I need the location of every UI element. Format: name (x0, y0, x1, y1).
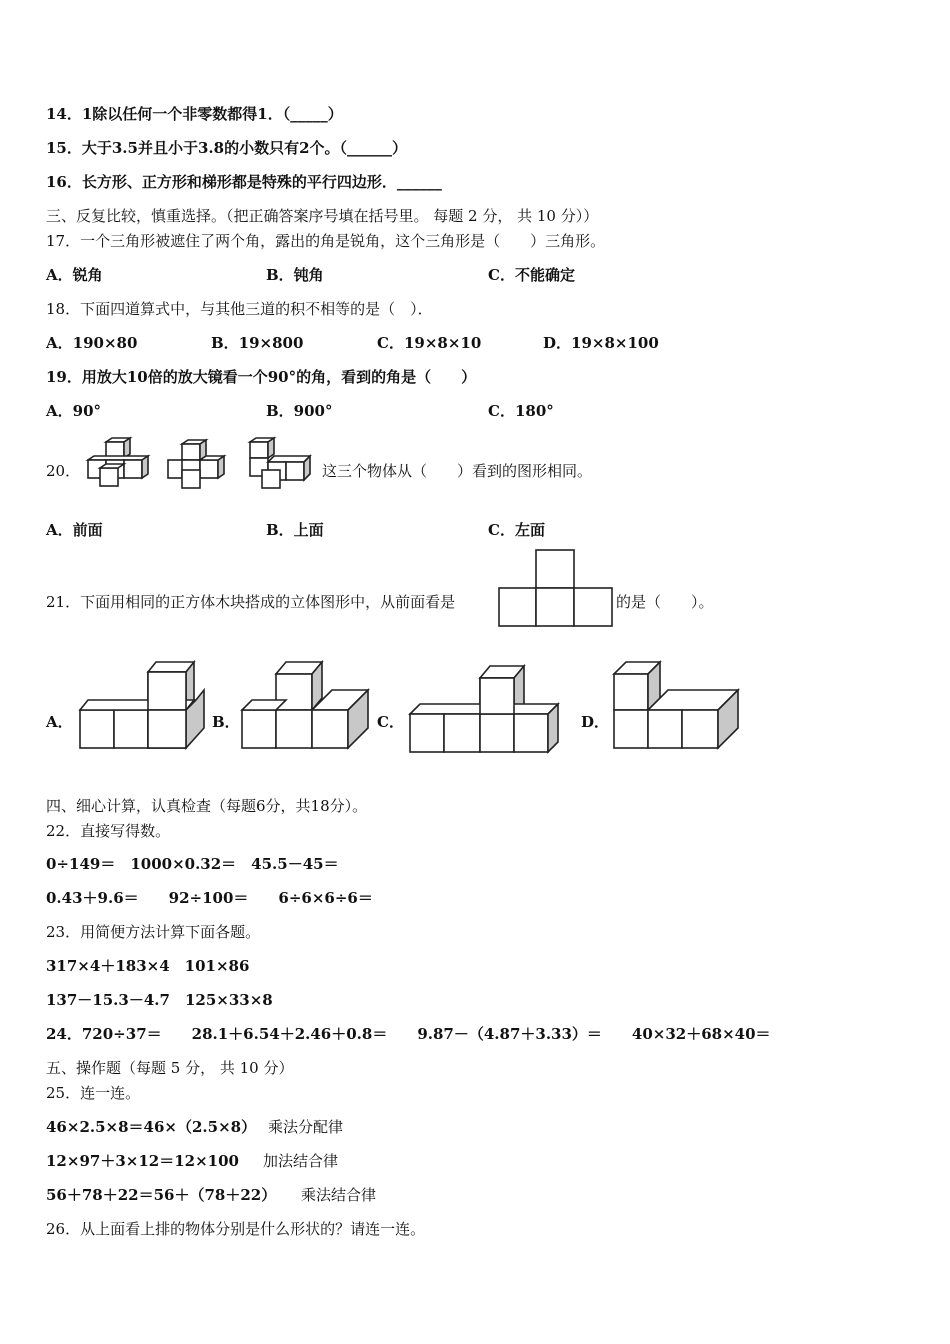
section-3-heading: 三、反复比较，慎重选择。（把正确答案序号填在括号里。 每题 2 分， 共 10 分）） (46, 207, 599, 225)
question-21-tail: 的是（ ）。 (616, 593, 714, 611)
q17-option-b: B．钝角 (266, 266, 324, 284)
q21-option-c: C． (377, 713, 404, 731)
question-14: 14．1除以任何一个非零数都得1．（_____） (46, 105, 343, 123)
q22-row-1: 0÷149＝ 1000×0.32＝ 45.5－45＝ (46, 855, 339, 873)
q20-cube-figures (84, 436, 320, 492)
q21-option-b: B． (212, 713, 240, 731)
q25-right-2: 加法结合律 (263, 1152, 339, 1170)
question-17-stem: 17．一个三角形被遮住了两个角，露出的角是锐角，这个三角形是（ ）三角形。 (46, 232, 606, 250)
q21-option-b-figure (238, 660, 374, 752)
question-19-stem: 19．用放大10倍的放大镜看一个90°的角，看到的角是（ ） (46, 368, 477, 386)
q25-right-3: 乘法结合律 (301, 1186, 377, 1204)
question-24: 24．720÷37＝ 28.1＋6.54＋2.46＋0.8＝ 9.87－（4.87＋3.33）＝ 40×32＋68×40＝ (46, 1025, 771, 1043)
q21-option-a-figure (76, 660, 208, 752)
question-26: 26．从上面看上排的物体分别是什么形状的？请连一连。 (46, 1220, 426, 1238)
q17-option-c: C．不能确定 (488, 266, 575, 284)
q25-right-1: 乘法分配律 (268, 1118, 344, 1136)
question-18-stem: 18．下面四道算式中，与其他三道的积不相等的是（ ）． (46, 300, 433, 318)
q17-option-a: A．锐角 (46, 266, 103, 284)
q25-left-1: 46×2.5×8＝46×（2.5×8） (46, 1118, 257, 1136)
question-15: 15．大于3.5并且小于3.8的小数只有2个。（______） (46, 139, 408, 157)
q21-option-c-figure (406, 664, 566, 756)
question-25-stem: 25．连一连。 (46, 1084, 141, 1102)
section-4-heading: 四、细心计算，认真检查（每题6分，共18分）。 (46, 797, 368, 815)
question-21-stem: 21．下面用相同的正方体木块搭成的立体图形中，从前面看是 (46, 593, 456, 611)
q25-left-2: 12×97＋3×12＝12×100 (46, 1152, 239, 1170)
q23-row-1: 317×4＋183×4 101×86 (46, 957, 250, 975)
q20-option-a: A．前面 (46, 521, 103, 539)
q20-figure-2 (168, 440, 224, 488)
q20-figure-1 (88, 438, 148, 486)
question-20-number: 20． (46, 462, 81, 480)
q21-front-view-figure (498, 548, 616, 630)
q19-option-c: C．180° (488, 402, 554, 420)
question-20-stem: 这三个物体从（ ）看到的图形相同。 (322, 462, 593, 480)
q20-option-c: C．左面 (488, 521, 545, 539)
q20-option-b: B．上面 (266, 521, 324, 539)
section-5-heading: 五、操作题（每题 5 分， 共 10 分） (46, 1059, 294, 1077)
q23-row-2: 137－15.3－4.7 125×33×8 (46, 991, 273, 1009)
q18-option-b: B．19×800 (211, 334, 304, 352)
q22-row-2: 0.43＋9.6＝ 92÷100＝ 6÷6×6÷6＝ (46, 889, 373, 907)
q21-option-d: D． (581, 713, 610, 731)
q21-option-a: A． (46, 713, 73, 731)
q25-left-3: 56＋78＋22＝56＋（78＋22） (46, 1186, 277, 1204)
q18-option-d: D．19×8×100 (543, 334, 659, 352)
q20-figure-3 (250, 438, 310, 488)
q18-option-a: A．190×80 (46, 334, 138, 352)
q18-option-c: C．19×8×10 (377, 334, 482, 352)
q21-option-d-figure (610, 660, 746, 752)
question-22-stem: 22．直接写得数。 (46, 822, 171, 840)
question-16: 16．长方形、正方形和梯形都是特殊的平行四边形．______ (46, 173, 442, 191)
question-23-stem: 23．用简便方法计算下面各题。 (46, 923, 261, 941)
q19-option-a: A．90° (46, 402, 102, 420)
q19-option-b: B．900° (266, 402, 333, 420)
